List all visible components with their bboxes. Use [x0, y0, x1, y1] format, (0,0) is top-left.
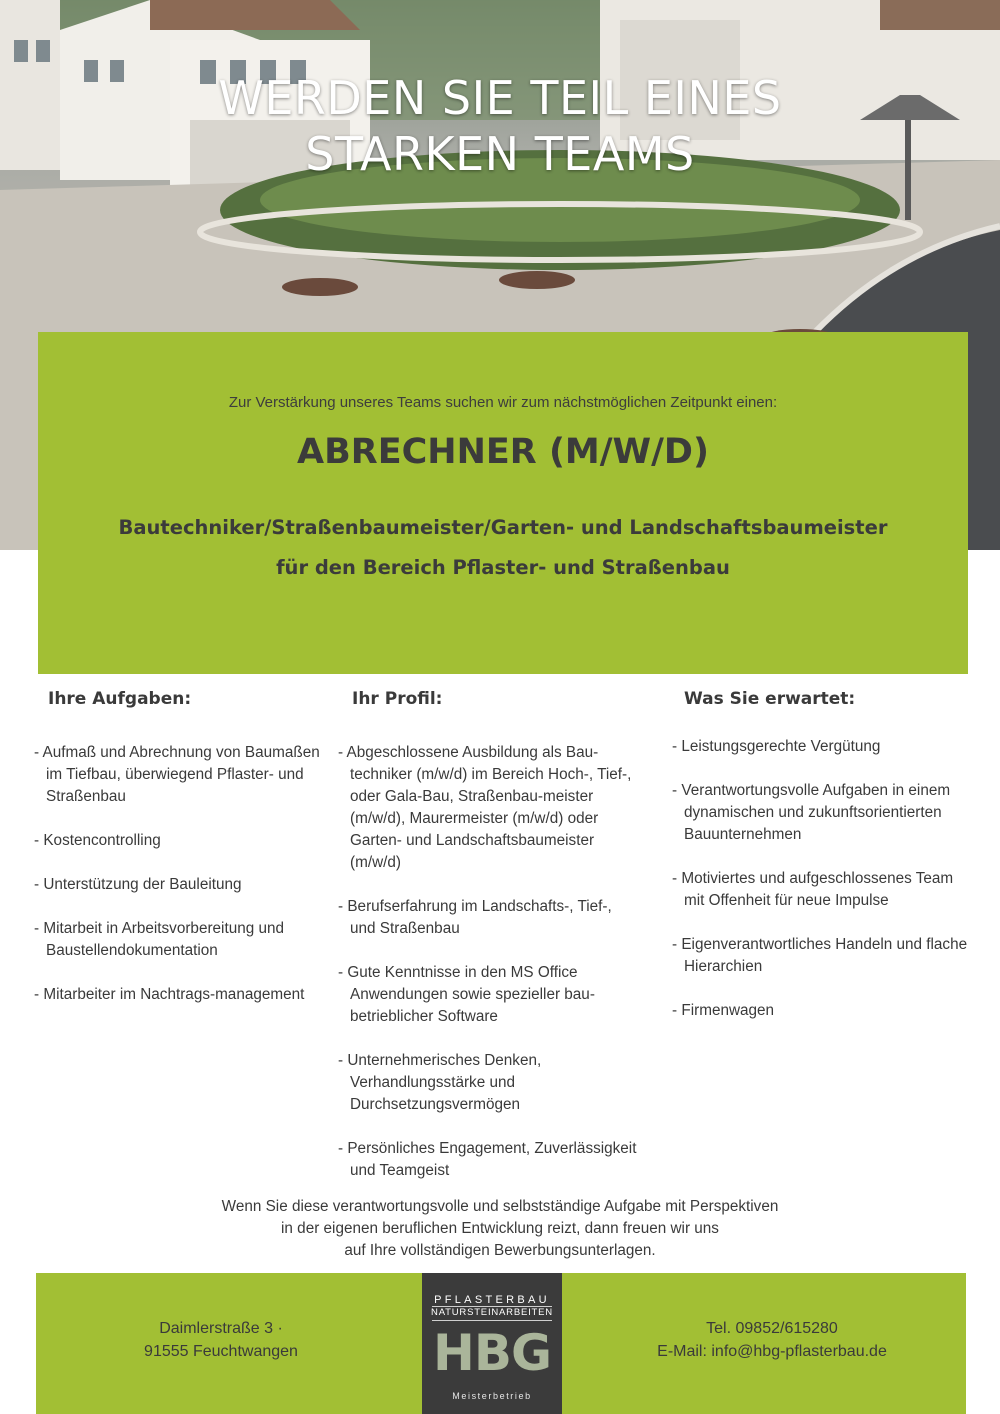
list-item: - Motiviertes und aufgeschlossenes Team mit Offenheit für neue Impulse	[672, 868, 972, 912]
list-item: - Kostencontrolling	[34, 830, 324, 852]
list-item: - Unterstützung der Bauleitung	[34, 874, 324, 896]
list-item: - Berufserfahrung im Landschafts-, Tief-, und Straßenbau	[338, 896, 638, 940]
phone-number[interactable]: Tel. 09852/615280	[706, 1320, 838, 1337]
intro-text: Zur Verstärkung unseres Teams suchen wir zum nächstmöglichen Zeitpunkt einen:	[228, 394, 778, 411]
tasks-list	[34, 742, 324, 1006]
tasks-column	[34, 686, 324, 1028]
logo-subline: Meisterbetrieb	[452, 1391, 532, 1401]
hero-title-line-1: WERDEN SIE TEIL EINES	[218, 71, 782, 125]
job-subtitle	[38, 508, 968, 588]
job-subtitle-line-1: Bautechniker/Straßenbaumeister/Garten- und Landschaftsbaumeister	[118, 516, 888, 539]
closing-line-3: auf Ihre vollständigen Bewerbungsunterlagen.	[344, 1242, 656, 1259]
address-street: Daimlerstraße 3 ·	[159, 1320, 283, 1337]
logo-brand: HBG	[433, 1324, 551, 1382]
list-item: - Gute Kenntnisse in den MS Office Anwendungen sowie spezieller bau-betrieblicher Software	[338, 962, 638, 1028]
benefits-column	[672, 686, 972, 1044]
list-item: - Leistungsgerechte Vergütung	[672, 736, 972, 758]
list-item: - Firmenwagen	[672, 1000, 972, 1022]
list-item: - Unternehmerisches Denken, Verhandlungsstärke und Durchsetzungsvermögen	[338, 1050, 638, 1116]
list-item: - Verantwortungsvolle Aufgaben in einem dynamischen und zukunftsorientierten Bauunternehmen	[672, 780, 972, 846]
job-offer-box	[38, 332, 968, 674]
company-address	[106, 1317, 336, 1363]
benefits-list	[672, 736, 972, 1022]
hero-title-line-2: STARKEN TEAMS	[305, 127, 695, 181]
list-item: - Aufmaß und Abrechnung von Baumaßen im Tiefbau, überwiegend Pflaster- und Straßenbau	[34, 742, 324, 808]
profile-heading: Ihr Profil:	[352, 689, 443, 709]
closing-line-1: Wenn Sie diese verantwortungsvolle und selbstständige Aufgabe mit Perspektiven	[221, 1198, 779, 1215]
list-item: - Abgeschlossene Ausbildung als Bau-techniker (m/w/d) im Bereich Hoch-, Tief-, oder Gala-Bau, Straßenbau-meister (m/w/d), Maurermeister (m/w/d) oder Garten- und Landschaftsbaumeister (m/w/d)	[338, 742, 638, 874]
job-subtitle-line-2: für den Bereich Pflaster- und Straßenbau	[276, 556, 730, 579]
footer	[36, 1273, 966, 1414]
job-title: ABRECHNER (M/W/D)	[297, 432, 709, 472]
closing-text	[0, 1196, 1000, 1262]
company-logo	[422, 1273, 562, 1414]
list-item: - Eigenverantwortliches Handeln und flache Hierarchien	[672, 934, 972, 978]
list-item: - Persönliches Engagement, Zuverlässigkeit und Teamgeist	[338, 1138, 638, 1182]
list-item: - Mitarbeit in Arbeitsvorbereitung und Baustellendokumentation	[34, 918, 324, 962]
hero-title	[0, 70, 1000, 182]
email-link[interactable]: E-Mail: info@hbg-pflasterbau.de	[657, 1343, 887, 1360]
closing-line-2: in der eigenen beruflichen Entwicklung reizt, dann freuen wir uns	[281, 1220, 719, 1237]
benefits-heading: Was Sie erwartet:	[684, 689, 856, 709]
company-contact	[632, 1317, 912, 1363]
logo-line-1: PFLASTERBAU	[434, 1294, 550, 1306]
list-item: - Mitarbeiter im Nachtrags-management	[34, 984, 324, 1006]
profile-column	[338, 686, 638, 1204]
tasks-heading: Ihre Aufgaben:	[48, 689, 192, 709]
logo-line-2: NATURSTEINARBEITEN	[431, 1307, 553, 1318]
logo-divider	[432, 1320, 552, 1321]
profile-list	[338, 742, 638, 1182]
address-city: 91555 Feuchtwangen	[144, 1343, 298, 1360]
